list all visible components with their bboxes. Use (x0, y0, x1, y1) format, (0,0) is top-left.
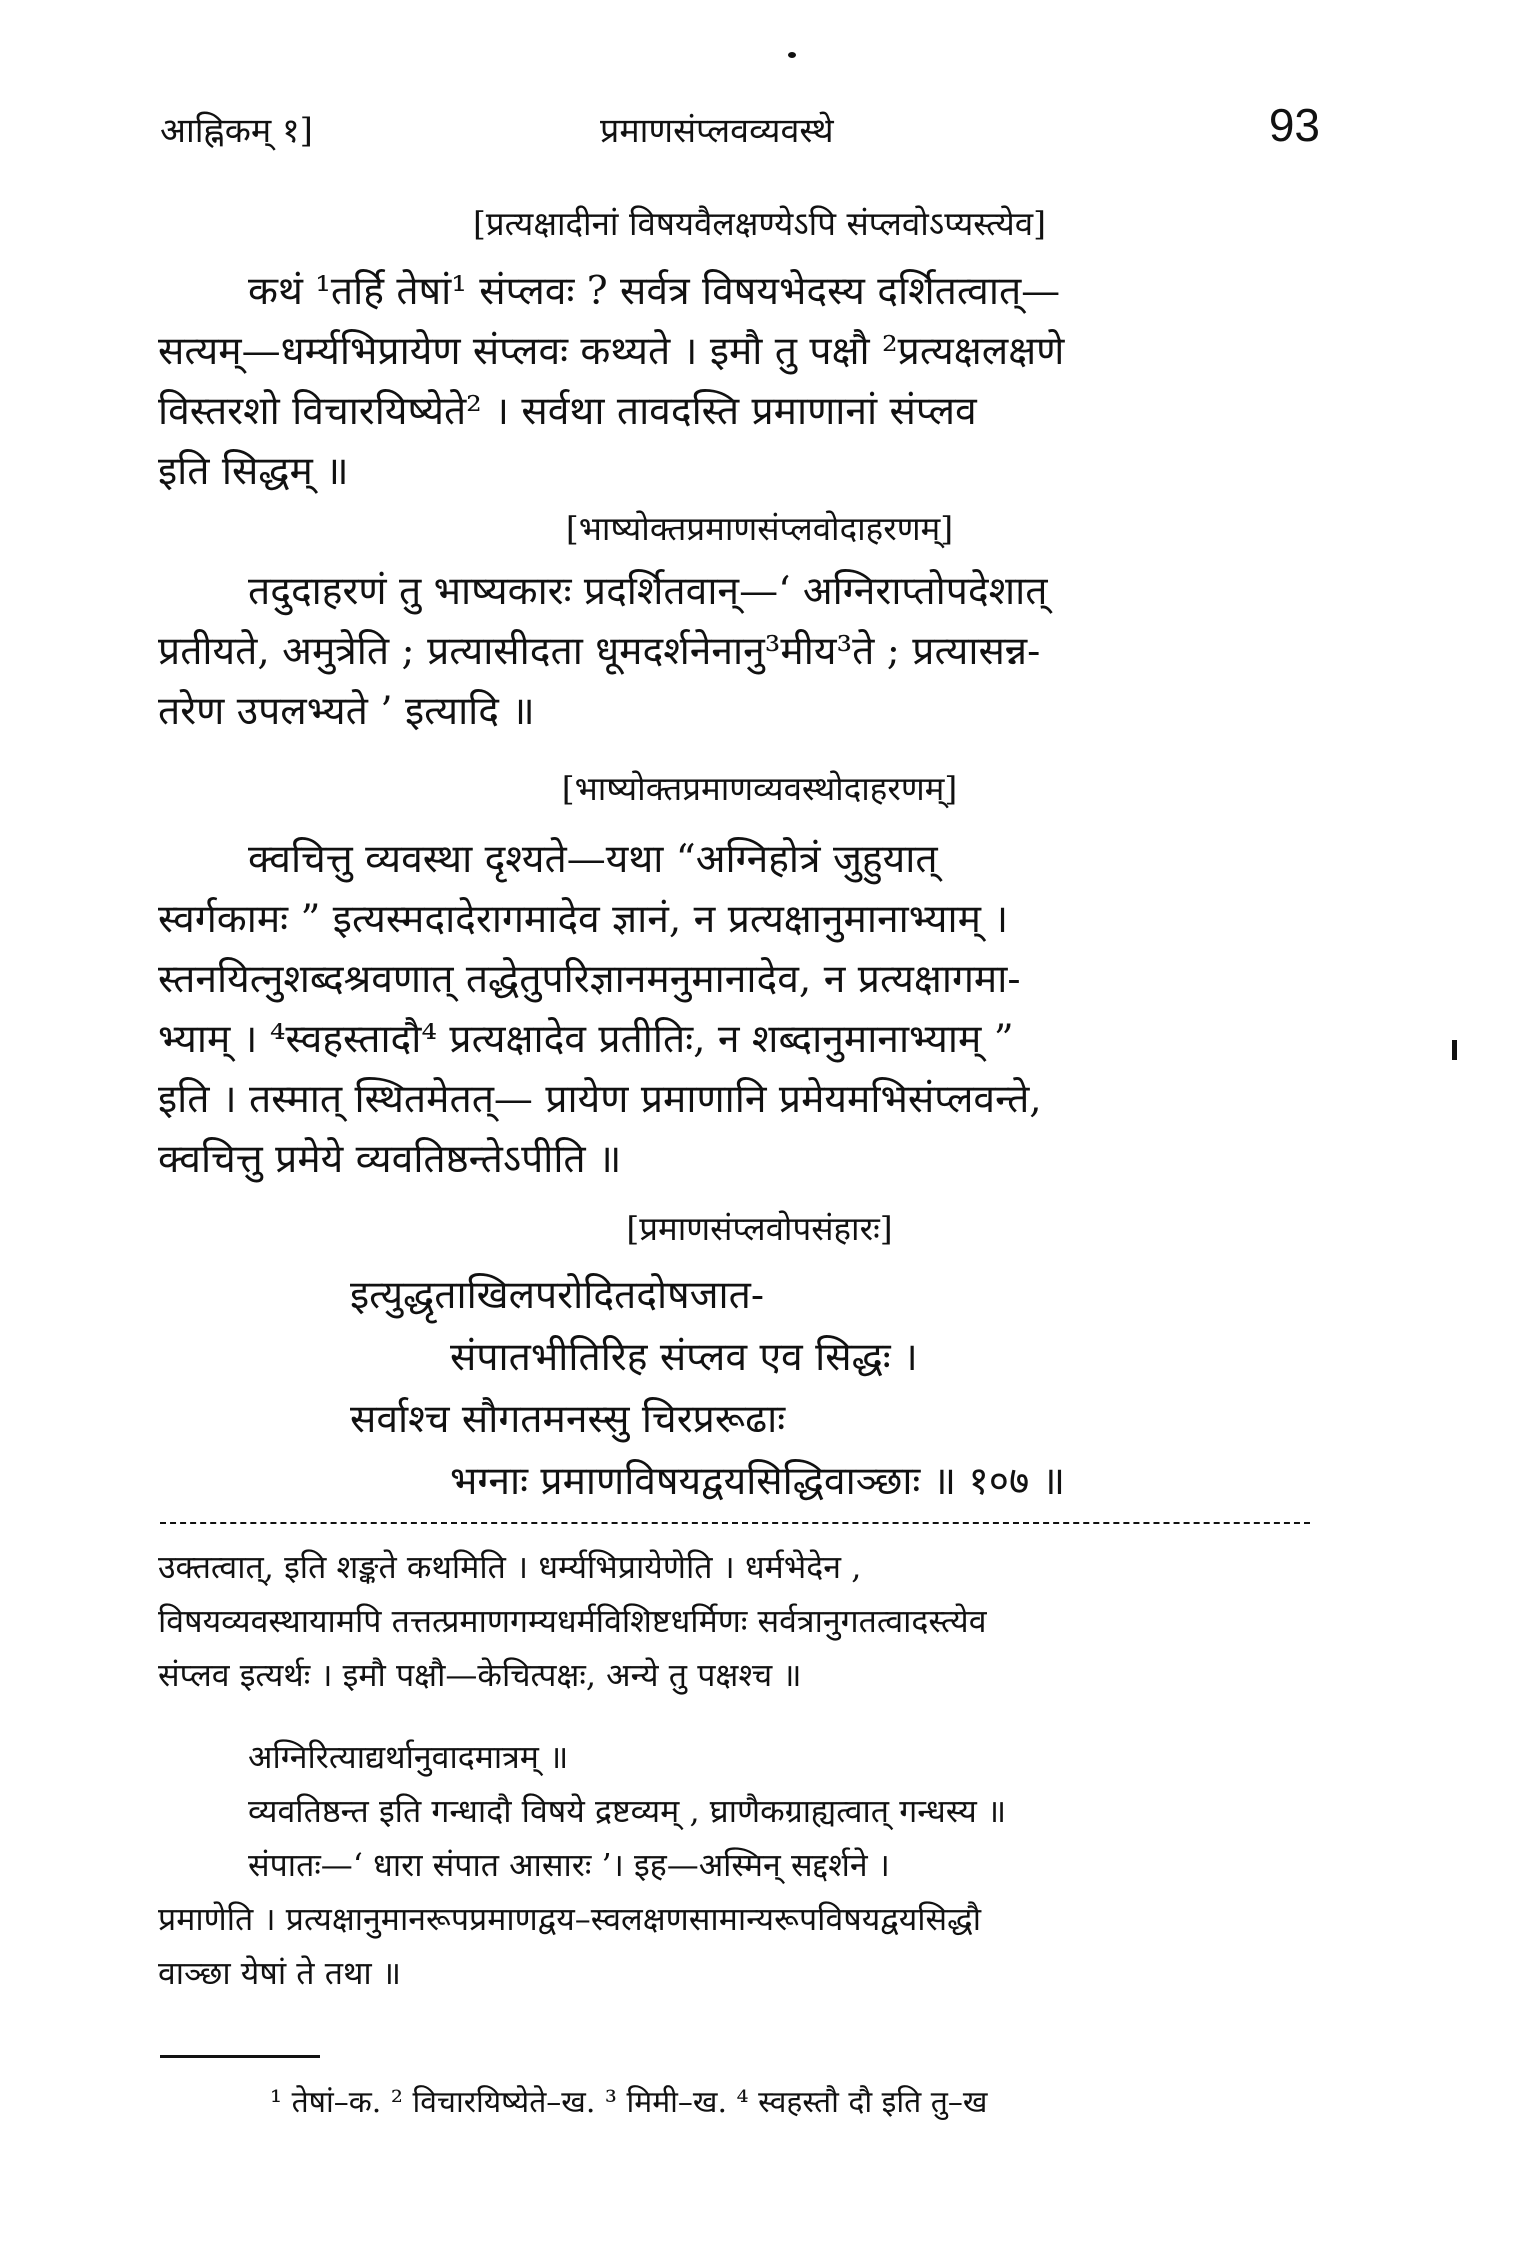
commentary-line: अग्निरित्याद्यर्थानुवादमात्रम् ॥ (248, 1738, 569, 1776)
header-chapter: आह्निकम् १] (160, 111, 313, 151)
text-line: क्वचित्तु व्यवस्था दृश्यते—यथा “अग्निहोत्रं जुहुयात् (248, 837, 938, 882)
commentary-block-1 (158, 1540, 1348, 1702)
header-topic: प्रमाणसंप्लवव्यवस्थे (600, 111, 834, 151)
footnotes: ¹ तेषां–क. ² विचारयिष्येते–ख. ³ मिमी–ख. ⁴ स्वहस्तौ दौ इति तु–ख (270, 2085, 988, 2120)
text-line: प्रतीयते, अमुत्रेति ; प्रत्यासीदता धूमदर्शनेनानु³मीय³ते ; प्रत्यासन्न- (158, 629, 1041, 674)
text-line: तदुदाहरणं तु भाष्यकारः प्रदर्शितवान्—‘ अग्निराप्तोपदेशात् (248, 569, 1048, 614)
commentary-line: व्यवतिष्ठन्त इति गन्धादौ विषये द्रष्टव्यम् , घ्राणैकग्राह्यत्वात् गन्धस्य ॥ (248, 1792, 1007, 1830)
verse-line: भग्नाः प्रमाणविषयद्वयसिद्धिवाञ्छाः ॥ १०७ ॥ (450, 1459, 1066, 1504)
text-line: इति सिद्धम् ॥ (158, 449, 349, 494)
running-header (160, 98, 1320, 158)
paragraph-2 (158, 562, 1348, 742)
paragraph-3 (158, 830, 1348, 1190)
text-line: विस्तरशो विचारयिष्येते² । सर्वथा तावदस्ति प्रमाणानां संप्लव (158, 389, 977, 434)
verse-line: संपातभीतिरिह संप्लव एव सिद्धः । (450, 1335, 918, 1380)
page-number: 93 (1268, 99, 1320, 151)
text-line: क्वचित्तु प्रमेये व्यवतिष्ठन्तेऽपीति ॥ (158, 1137, 622, 1182)
commentary-line: उक्तत्वात्, इति शङ्कते कथमिति । धर्म्यभिप्रायेणेति । धर्मभेदेन , (158, 1548, 862, 1586)
commentary-line: संपातः—‘ धारा संपात आसारः ’। इह—अस्मिन् सद्दर्शने । (248, 1846, 890, 1884)
commentary-line: संप्लव इत्यर्थः । इमौ पक्षौ—केचित्पक्षः, अन्ये तु पक्षश्च ॥ (158, 1656, 802, 1694)
section-heading: [प्रत्यक्षादीनां विषयवैलक्षण्येऽपि संप्लवोऽप्यस्त्येव] (472, 204, 1047, 243)
section-heading: [भाष्योक्तप्रमाणव्यवस्थोदाहरणम्] (561, 769, 958, 808)
commentary-block-2 (158, 1730, 1348, 1892)
text-line: सत्यम्—धर्म्यभिप्रायेण संप्लवः कथ्यते । इमौ तु पक्षौ ²प्रत्यक्षलक्षणे (158, 329, 1065, 374)
text-line: स्तनयित्नुशब्दश्रवणात् तद्धेतुपरिज्ञानमनुमानादेव, न प्रत्यक्षागमा- (158, 957, 1021, 1002)
margin-mark (1452, 1040, 1457, 1060)
verse (350, 1265, 1065, 1513)
section-heading: [प्रमाणसंप्लवोपसंहारः] (626, 1209, 893, 1248)
paragraph-1 (158, 262, 1348, 502)
commentary-line: प्रमाणेति । प्रत्यक्षानुमानरूपप्रमाणद्वय–स्वलक्षणसामान्यरूपविषयद्वयसिद्धौ (158, 1900, 982, 1938)
verse-line: इत्युद्धृताखिलपरोदितदोषजात- (350, 1273, 765, 1318)
text-line: स्वर्गकामः ” इत्यस्मदादेरागमादेव ज्ञानं, न प्रत्यक्षानुमानाभ्याम् । (158, 897, 1009, 942)
ink-dot (788, 52, 796, 58)
text-line: कथं ¹तर्हि तेषां¹ संप्लवः ? सर्वत्र विषयभेदस्य दर्शितत्वात्— (248, 269, 1061, 314)
commentary-block-3 (158, 1892, 1348, 2000)
footnote-rule (160, 2055, 320, 2058)
commentary-line: विषयव्यवस्थायामपि तत्तत्प्रमाणगम्यधर्मविशिष्टधर्मिणः सर्वत्रानुगतत्वादस्त्येव (158, 1602, 987, 1640)
commentary-line: वाञ्छा येषां ते तथा ॥ (158, 1954, 402, 1992)
text-line: तरेण उपलभ्यते ’ इत्यादि ॥ (158, 689, 535, 734)
commentary-divider (160, 1522, 1310, 1524)
text-line: भ्याम् । ⁴स्वहस्तादौ⁴ प्रत्यक्षादेव प्रतीतिः, न शब्दानुमानाभ्याम् ” (158, 1017, 1014, 1062)
verse-line: सर्वाश्च सौगतमनस्सु चिरप्ररूढाः (350, 1397, 786, 1442)
text-line: इति । तस्मात् स्थितमेतत्— प्रायेण प्रमाणानि प्रमेयमभिसंप्लवन्ते, (158, 1077, 1042, 1122)
section-heading: [भाष्योक्तप्रमाणसंप्लवोदाहरणम्] (565, 509, 954, 548)
